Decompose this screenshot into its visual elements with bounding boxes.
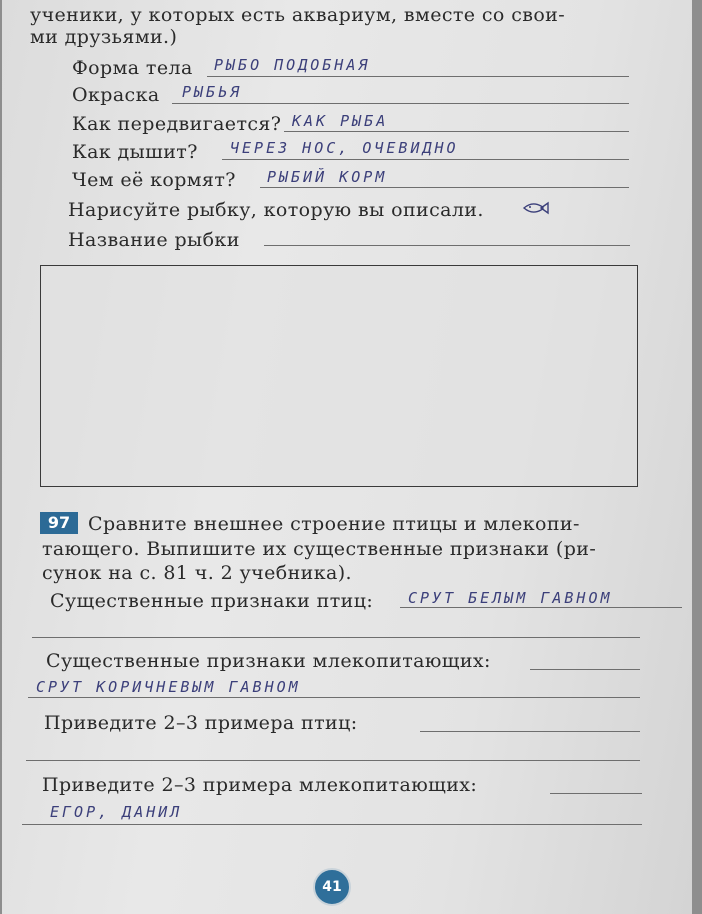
question-label-breathing: Как дышит? [72, 141, 198, 163]
drawing-box [40, 265, 638, 487]
question-label-feeding: Чем её кормят? [72, 169, 236, 191]
answer-line [400, 607, 682, 608]
answer-line [550, 793, 642, 794]
answer-line [207, 76, 629, 77]
bird-examples-label: Приведите 2–3 примера птиц: [44, 712, 358, 734]
fish-name-label: Название рыбки [68, 229, 240, 251]
task-text-line-3: сунок на с. 81 ч. 2 учебника). [42, 562, 352, 584]
answer-body-shape: РЫБО ПОДОБНАЯ [214, 56, 371, 74]
task-text-line-1: Сравните внешнее строение птицы и млекопи- [88, 513, 580, 535]
answer-line [284, 131, 629, 132]
answer-color: РЫБЬЯ [182, 83, 243, 101]
mammal-examples-answer: ЕГОР, ДАНИЛ [50, 803, 183, 821]
answer-line [260, 187, 629, 188]
task-number-badge: 97 [40, 512, 78, 534]
answer-breathing: ЧЕРЕЗ НОС, ОЧЕВИДНО [230, 139, 459, 157]
answer-line [530, 669, 640, 670]
task-text-line-2: тающего. Выпишите их существенные признаки (ри- [42, 538, 597, 560]
answer-feeding: РЫБИЙ КОРМ [267, 168, 388, 186]
answer-line [222, 159, 629, 160]
fish-doodle-icon [522, 200, 550, 216]
mammals-answer: СРУТ КОРИЧНЕВЫМ ГАВНОМ [36, 678, 301, 696]
fish-name-line [264, 245, 630, 246]
answer-line [172, 103, 629, 104]
intro-line-1: ученики, у которых есть аквариум, вместе со свои- [30, 4, 566, 26]
question-label-body-shape: Форма тела [72, 57, 193, 79]
draw-prompt: Нарисуйте рыбку, которую вы описали. [68, 199, 484, 221]
birds-answer: СРУТ БЕЛЫМ ГАВНОМ [408, 589, 613, 607]
answer-movement: КАК РЫБА [292, 112, 389, 130]
workbook-page [2, 0, 692, 914]
answer-line [22, 824, 642, 825]
answer-line [28, 697, 640, 698]
birds-label: Существенные признаки птиц: [50, 590, 374, 612]
page-number: 41 [313, 868, 351, 906]
question-label-movement: Как передвигается? [72, 113, 282, 135]
mammal-examples-label: Приведите 2–3 примера млекопитающих: [42, 774, 478, 796]
mammals-label: Существенные признаки млекопитающих: [46, 650, 491, 672]
answer-line [32, 637, 640, 638]
answer-line [420, 731, 640, 732]
intro-line-2: ми друзьями.) [30, 26, 178, 48]
answer-line [26, 760, 640, 761]
question-label-color: Окраска [72, 84, 160, 106]
